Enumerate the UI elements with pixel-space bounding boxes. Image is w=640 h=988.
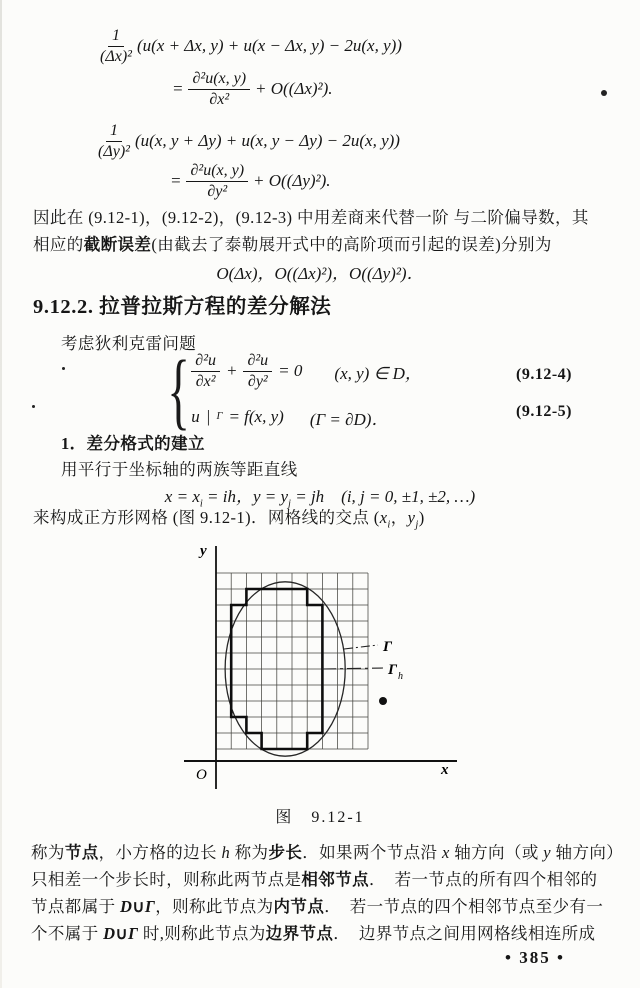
restriction-bar: | [205,407,211,427]
subsection-heading: 1．差分格式的建立 [61,434,205,453]
scan-speck [601,90,607,96]
equation-tail: + O((Δy)²). [253,171,331,191]
fraction [243,352,272,391]
system-brace: { [167,342,190,439]
fraction-denominator: (Δy)² [98,142,130,160]
stray-dot [379,697,387,705]
fraction-denominator: ∂x² [209,90,230,108]
laplace-equation-row [191,352,422,391]
fraction-numerator: 1 [106,122,122,142]
gamma-h-leader-line [322,668,383,669]
fraction-denominator: ∂x² [195,372,216,390]
fraction-numerator: ∂²u(x, y) [188,70,250,90]
fraction-numerator: ∂²u [243,352,272,372]
figure-caption: 图 9.12-1 [275,809,365,826]
u-variable: u [191,407,200,427]
domain-condition: (x, y) ∈ D， [334,363,422,383]
page-number: • 385 • [505,948,565,967]
grid-definition-formula: $x = x_i$ = ih，$y = y_j$ = jh (i, j = 0, ±1, ±2, …) [164,487,476,510]
gamma-h-label-subscript: h [398,671,403,682]
x-axis-label: x [441,762,449,778]
fraction [100,27,132,66]
fraction-denominator: ∂y² [207,182,228,200]
gamma-curve-label: Γ [383,639,393,655]
para-lines-intro: 用平行于坐标轴的两族等距直线 [61,460,298,479]
truncation-orders: O(Δx)，O((Δx)²)，O((Δy)²)． [216,264,424,283]
equation-central-difference-x [100,27,402,66]
equation-body: (u(x + Δx, y) + u(x − Δx, y) − 2u(x, y)) [136,36,402,56]
figure-9-12-1 [150,543,490,793]
gamma-h-label: Γ [388,662,398,678]
scan-speck [62,367,65,370]
boundary-condition-row: u | Γ = f(x, y) (Γ = ∂D)． [191,405,422,430]
para-grid-outro: 来构成正方形网格 (图 9.12-1)．网格线的交点 ($x_i$，$y_j$) [33,508,425,531]
boundary-definition: (Γ = ∂D)． [309,409,389,429]
equals-sign: = [172,79,184,99]
gamma-leader-line [344,645,378,649]
para-nodes-line2: 只相差一个步长时，则称此两节点是相邻节点． 若一节点的所有四个相邻的 [31,870,598,889]
equation-second-derivative-y [170,162,331,201]
para-nodes-line1: 称为节点，小方格的边长 h 称为步长．如果两个节点沿 x 轴方向（或 y 轴方向） [31,843,624,862]
equation-central-difference-y [98,122,400,161]
fraction-numerator: 1 [108,27,124,47]
equation-second-derivative-x [172,70,333,109]
equation-rhs: = f(x, y) [228,407,284,427]
equation-tail: + O((Δx)²). [255,79,333,99]
fraction [98,122,130,161]
equals-sign: = [170,171,182,191]
fraction-numerator: ∂²u(x, y) [186,162,248,182]
fraction [191,352,220,391]
origin-label: O [196,767,207,783]
fraction-denominator: (Δx)² [100,47,132,65]
y-axis-label: y [200,543,207,559]
equation-system-dirichlet [158,342,422,439]
fraction [186,162,248,201]
para-nodes-line4: 个不属于 D∪Γ 时,则称此节点为边界节点． 边界节点之间用网格线相连所成 [31,924,596,943]
section-heading: 9.12.2. 拉普拉斯方程的差分解法 [33,296,332,318]
dirichlet-intro: 考虑狄利克雷问题 [61,334,197,353]
para-nodes-line3: 节点都属于 D∪Γ，则称此节点为内节点． 若一节点的四个相邻节点至少有一 [31,897,604,916]
equation-body: (u(x, y + Δy) + u(x, y − Δy) − 2u(x, y)) [134,131,400,151]
plus-sign: + [225,361,238,381]
equation-number-9-12-4: (9.12-4) [516,366,572,383]
scan-speck [32,405,35,408]
fraction [188,70,250,109]
fraction-denominator: ∂y² [247,372,268,390]
para-truncation-line2: 相应的截断误差(由截去了泰勒展开式中的高阶项而引起的误差)分别为 [33,235,552,254]
equation-number-9-12-5: (9.12-5) [516,403,572,420]
equation-rhs: = 0 [278,361,303,381]
para-truncation-line1: 因此在 (9.12-1)，(9.12-2)，(9.12-3) 中用差商来代替一阶 与二阶偏导数，其 [33,208,589,227]
fraction-numerator: ∂²u [191,352,220,372]
